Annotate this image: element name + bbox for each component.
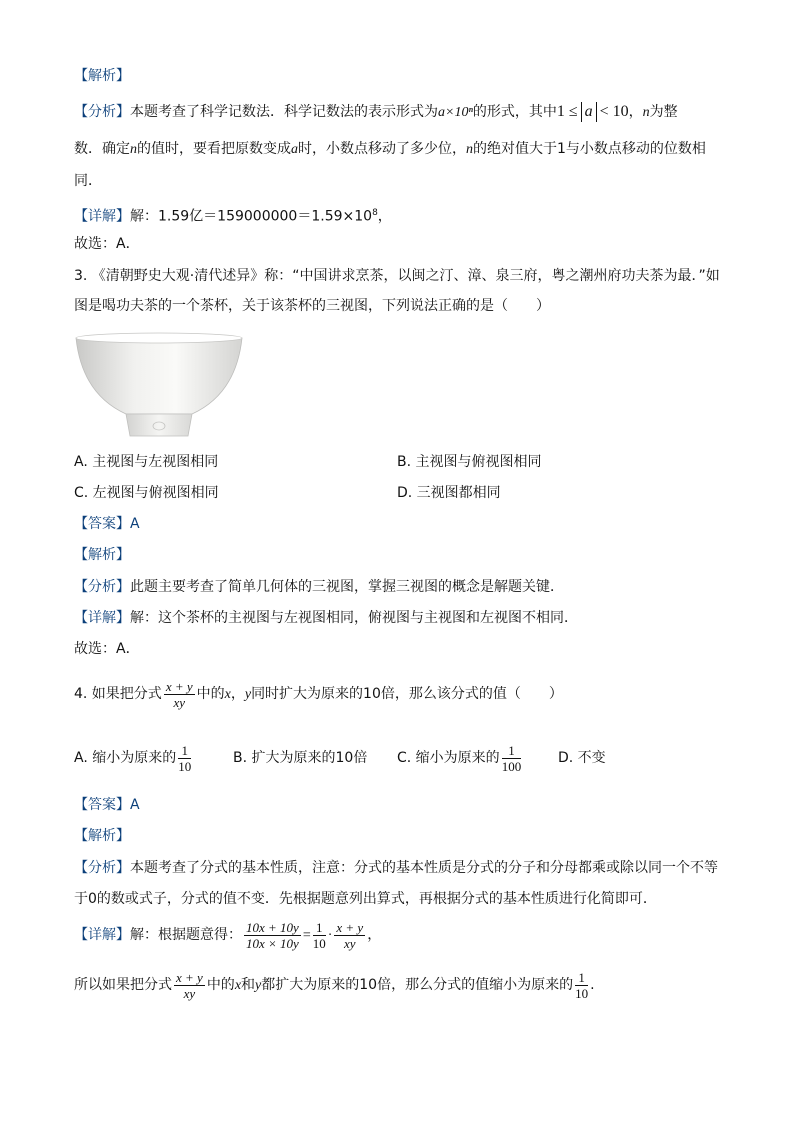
- q3-answer: 【答案】A: [74, 516, 140, 532]
- q4-final-e: .: [590, 977, 595, 993]
- q4-optC-num: 1: [502, 743, 522, 759]
- q2-line2-b: 的值时，要看把原数变成: [137, 141, 291, 157]
- q2-ineq-right: < 10: [599, 103, 629, 120]
- q4-frac-num: x + y: [165, 678, 193, 694]
- q3-analysis-heading: 【解析】: [74, 547, 130, 563]
- q2-xiangjie-line: [74, 203, 392, 227]
- q4-stem: [74, 676, 563, 713]
- q4-stem-a: 4. 如果把分式: [74, 686, 162, 702]
- q2-fenxi-text2: 的形式，其中: [472, 104, 557, 120]
- q3-stem-line1: 3. 《清朝野史大观·清代述异》称：“中国讲求烹茶，以闽之汀、漳、泉三府，粤之潮州府功夫茶为最．”如: [74, 268, 720, 284]
- q2-xiangjie-text: 解：1.59亿＝159000000＝1.59×10: [130, 208, 373, 225]
- q4-final-num: x + y: [176, 969, 203, 985]
- q4-final-d: 都扩大为原来的10倍，那么分式的值缩小为原来的: [261, 977, 574, 993]
- q3-xiangjie-text: 解：这个茶杯的主视图与左视图相同，俯视图与主视图和左视图不相同．: [130, 610, 578, 626]
- q4-eq-frac3: [334, 920, 365, 951]
- q4-eq-sign: =: [302, 928, 311, 943]
- q2-fenxi-line3: 同．: [74, 173, 102, 189]
- q4-frac-den: xy: [173, 694, 185, 710]
- q4-fenxi-line2: 于0的数或式子，分式的值不变．先根据题意列出算式，再根据分式的基本性质进行化简即可．: [74, 891, 657, 907]
- q4-final-a: 所以如果把分式: [74, 977, 172, 993]
- q4-final-frac: [174, 970, 205, 1001]
- q3-option-b[interactable]: B. 主视图与俯视图相同: [397, 454, 542, 470]
- q4-eq-frac1: [244, 920, 301, 951]
- q2-choice-line: 故选：A．: [74, 236, 140, 252]
- q4-optC-text: C. 缩小为原来的: [397, 750, 500, 766]
- q4-eq-num2: 1: [313, 920, 326, 936]
- q2-a-var: a: [291, 142, 298, 157]
- q4-optC-den: 100: [501, 758, 522, 774]
- q4-eq-end: ，: [367, 927, 382, 943]
- q2-n-var: n: [130, 142, 137, 157]
- tea-cup-drawing: [74, 332, 244, 438]
- q4-eq-num3: x + y: [336, 919, 364, 935]
- q2-xiangjie-tag: 【详解】: [74, 208, 130, 225]
- q2-fenxi-text3: ，: [628, 104, 643, 120]
- q3-option-d[interactable]: D. 三视图都相同: [397, 485, 501, 501]
- q2-fenxi-line1: [74, 102, 678, 123]
- q4-option-d[interactable]: D. 不变: [558, 750, 606, 766]
- q4-final-num2: 1: [575, 970, 588, 986]
- q4-stem-b: 中的: [196, 686, 225, 702]
- q4-final-y: y: [255, 978, 262, 993]
- q4-final-x: x: [234, 978, 242, 993]
- q4-x-var: x: [224, 687, 231, 702]
- q4-final-den2: 10: [575, 985, 589, 1001]
- q2-fenxi-text1: 本题考查了科学记数法．科学记数法的表示形式为: [130, 104, 438, 120]
- q4-final-c: 和: [241, 977, 256, 993]
- q4-optA-num: 1: [178, 743, 191, 759]
- q4-xiangjie-text: 解：根据题意得：: [130, 927, 242, 943]
- q3-stem-line2: 图是喝功夫茶的一个茶杯，关于该茶杯的三视图，下列说法正确的是（ ）: [74, 298, 550, 314]
- q2-line2-d: 的绝对值大于1与小数点移动的位数相: [473, 141, 706, 157]
- q2-sci-expr: a×10ⁿ: [438, 105, 473, 120]
- abs-bar-left: [581, 102, 582, 122]
- q4-option-c[interactable]: [397, 740, 523, 776]
- q2-n-var: n: [642, 105, 650, 120]
- abs-bar-right: [596, 102, 597, 122]
- tea-cup-image: [74, 332, 244, 438]
- q2-fenxi-line2: [74, 139, 706, 160]
- q4-optA-text: A. 缩小为原来的: [74, 750, 177, 766]
- q2-line2-c: 时，小数点移动了多少位，: [298, 141, 466, 157]
- q4-xiangjie-tag: 【详解】: [74, 927, 130, 943]
- q4-eq-den1: 10x × 10y: [246, 935, 299, 951]
- q3-fenxi-text: 此题主要考查了简单几何体的三视图，掌握三视图的概念是解题关键．: [130, 579, 564, 595]
- q4-final-line: [74, 966, 595, 1005]
- q4-stem-c: 同时扩大为原来的10倍，那么该分式的值（ ）: [251, 686, 563, 702]
- q2-fenxi-tag: 【分析】: [74, 104, 130, 120]
- q3-fenxi-tag: 【分析】: [74, 579, 130, 595]
- q3-xiangjie-tag: 【详解】: [74, 610, 130, 626]
- q4-final-frac2: [575, 970, 588, 1001]
- q4-optA-den: 10: [178, 758, 192, 774]
- q3-choice-line: 故选：A．: [74, 641, 140, 657]
- q2-n-var: n: [466, 142, 473, 157]
- q2-line2-a: 数．确定: [74, 141, 130, 157]
- q4-fenxi-text1: 本题考查了分式的基本性质，注意：分式的基本性质是分式的分子和分母都乘或除以同一个不等: [130, 860, 718, 876]
- q4-fenxi-line1: [74, 858, 718, 878]
- q4-xiangjie-line: [74, 916, 381, 955]
- q2-ineq-var: a: [584, 103, 593, 120]
- q4-y-var: y: [244, 687, 252, 702]
- q4-optA-frac: [178, 743, 191, 774]
- q4-optC-frac: [502, 743, 522, 774]
- q4-comma: ，: [230, 686, 245, 702]
- q4-fenxi-tag: 【分析】: [74, 860, 130, 876]
- q4-eq-dot: ·: [327, 928, 333, 943]
- q4-eq-den3: xy: [344, 935, 356, 951]
- q2-ineq-left: 1 ≤: [556, 103, 578, 120]
- q4-final-den: xy: [183, 985, 196, 1001]
- q2-exponent: 8: [372, 208, 378, 218]
- q4-option-a[interactable]: [74, 740, 193, 776]
- q3-option-c[interactable]: C. 左视图与俯视图相同: [74, 485, 219, 501]
- q4-final-b: 中的: [206, 977, 235, 993]
- q4-answer: 【答案】A: [74, 797, 140, 813]
- q4-eq-num1: 10x + 10y: [246, 919, 299, 935]
- q3-option-a[interactable]: A. 主视图与左视图相同: [74, 454, 219, 470]
- q4-analysis-heading: 【解析】: [74, 828, 130, 844]
- q3-fenxi-line: [74, 577, 564, 597]
- q4-option-b[interactable]: B. 扩大为原来的10倍: [233, 750, 368, 766]
- q2-fenxi-text4: 为整: [649, 104, 678, 120]
- q4-fraction: [164, 679, 195, 710]
- q3-xiangjie-line: [74, 608, 578, 628]
- q2-analysis-heading: 【解析】: [74, 68, 130, 84]
- q2-xiangjie-end: ，: [377, 208, 392, 225]
- q4-eq-den2: 10: [312, 935, 326, 951]
- q4-eq-frac2: [313, 920, 326, 951]
